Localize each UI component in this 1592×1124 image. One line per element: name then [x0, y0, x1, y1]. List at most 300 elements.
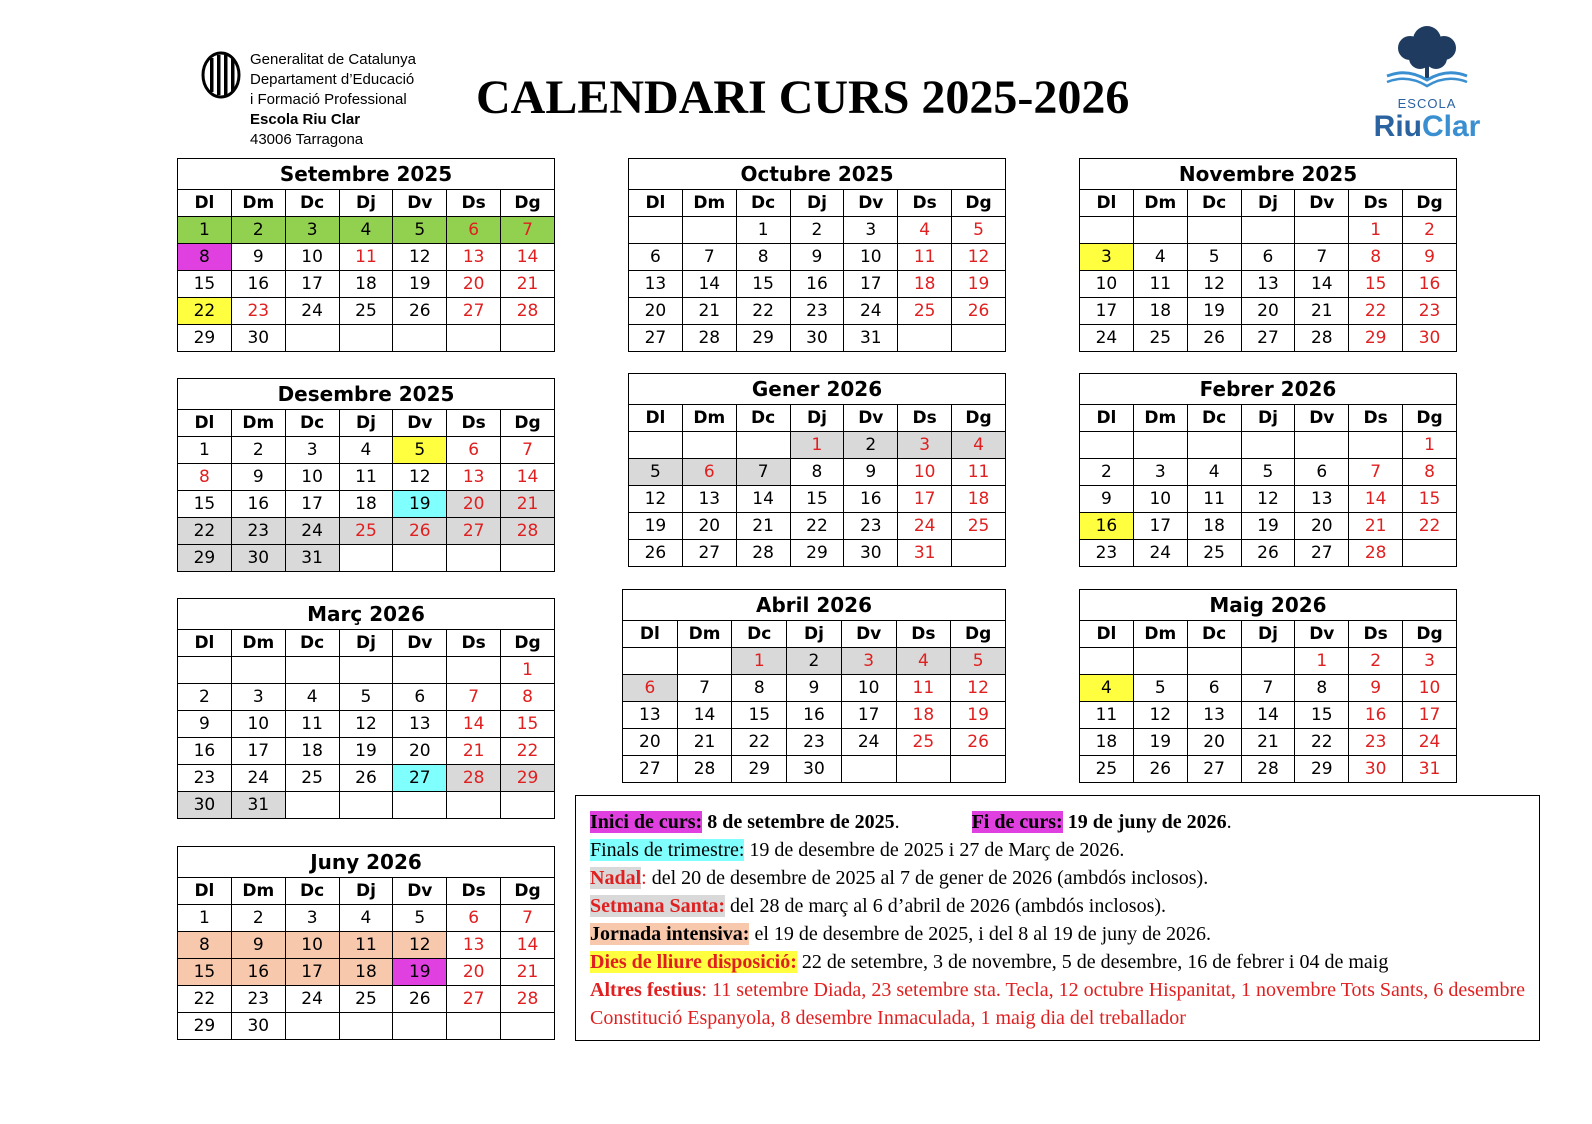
day-cell: 4 [1080, 675, 1134, 702]
weekday-header: Dg [501, 410, 555, 437]
weekday-header: Dv [1295, 621, 1349, 648]
day-cell: 2 [231, 905, 285, 932]
day-cell: 27 [447, 986, 501, 1013]
day-cell: 21 [1241, 729, 1295, 756]
day-cell: 28 [501, 986, 555, 1013]
weekday-header: Dm [231, 410, 285, 437]
day-cell: 16 [178, 738, 232, 765]
day-cell: 25 [339, 298, 393, 325]
day-cell: 8 [1403, 459, 1457, 486]
weekday-header: Ds [1349, 405, 1403, 432]
weekday-header: Dj [787, 621, 842, 648]
legend-finals-label: Finals de trimestre: [590, 839, 745, 861]
day-cell: 22 [1295, 729, 1349, 756]
empty-day-cell [682, 432, 736, 459]
weekday-header: Dv [393, 190, 447, 217]
day-cell: 12 [393, 464, 447, 491]
page-title: CALENDARI CURS 2025-2026 [476, 71, 1130, 124]
day-cell: 14 [1241, 702, 1295, 729]
day-cell: 29 [501, 765, 555, 792]
school-logo [1372, 24, 1482, 152]
day-cell: 14 [501, 464, 555, 491]
day-cell: 4 [285, 684, 339, 711]
day-cell: 24 [285, 986, 339, 1013]
month-calendar [177, 846, 555, 1040]
weekday-header: Dg [951, 621, 1006, 648]
weekday-header: Dg [501, 190, 555, 217]
day-cell: 24 [231, 765, 285, 792]
legend-jornada-value: el 19 de desembre de 2025, i del 8 al 19 de juny de 2026. [754, 923, 1212, 945]
month-calendar [628, 373, 1006, 567]
day-cell: 6 [1187, 675, 1241, 702]
empty-day-cell [629, 432, 683, 459]
empty-day-cell [501, 545, 555, 572]
day-cell: 6 [447, 437, 501, 464]
day-cell: 22 [178, 986, 232, 1013]
day-cell: 28 [1241, 756, 1295, 783]
weekday-header: Dc [732, 621, 787, 648]
day-cell: 21 [447, 738, 501, 765]
legend-altres-label: Altres festius [590, 979, 702, 1001]
day-cell: 19 [1133, 729, 1187, 756]
day-cell: 12 [339, 711, 393, 738]
month-calendar [177, 598, 555, 819]
day-cell: 28 [447, 765, 501, 792]
day-cell: 25 [1080, 756, 1134, 783]
empty-day-cell [677, 648, 732, 675]
empty-day-cell [952, 540, 1006, 567]
generalitat-seal-icon [200, 50, 242, 100]
day-cell: 7 [501, 217, 555, 244]
day-cell: 6 [682, 459, 736, 486]
day-cell: 25 [339, 518, 393, 545]
day-cell: 28 [736, 540, 790, 567]
day-cell: 15 [178, 959, 232, 986]
day-cell: 17 [285, 959, 339, 986]
day-cell: 23 [787, 729, 842, 756]
day-cell: 5 [393, 437, 447, 464]
month-title: Setembre 2025 [178, 159, 555, 190]
week-row [629, 432, 1006, 459]
day-cell: 21 [501, 959, 555, 986]
weekday-header: Dc [285, 190, 339, 217]
day-cell: 16 [231, 491, 285, 518]
empty-day-cell [285, 1013, 339, 1040]
day-cell: 2 [231, 217, 285, 244]
day-cell: 14 [677, 702, 732, 729]
day-cell: 14 [1295, 271, 1349, 298]
weekday-header: Dv [844, 405, 898, 432]
empty-day-cell [1241, 432, 1295, 459]
week-row [629, 540, 1006, 567]
day-cell: 14 [1349, 486, 1403, 513]
day-cell: 15 [732, 702, 787, 729]
day-cell: 21 [501, 271, 555, 298]
empty-day-cell [1295, 217, 1349, 244]
day-cell: 21 [677, 729, 732, 756]
day-cell: 9 [231, 932, 285, 959]
day-cell: 3 [841, 648, 896, 675]
day-cell: 19 [339, 738, 393, 765]
day-cell: 3 [285, 217, 339, 244]
day-cell: 10 [231, 711, 285, 738]
day-cell: 22 [1349, 298, 1403, 325]
school-address: 43006 Tarragona [250, 131, 364, 148]
empty-day-cell [339, 325, 393, 352]
day-cell: 18 [1133, 298, 1187, 325]
day-cell: 27 [1187, 756, 1241, 783]
empty-day-cell [178, 657, 232, 684]
week-row [178, 905, 555, 932]
day-cell: 6 [393, 684, 447, 711]
legend-fi-value: 19 de juny de 2026 [1067, 811, 1227, 833]
org-line-1: Generalitat de Catalunya [250, 51, 416, 68]
week-row [1080, 648, 1457, 675]
day-cell: 11 [952, 459, 1006, 486]
weekday-header: Ds [447, 630, 501, 657]
day-cell: 10 [841, 675, 896, 702]
day-cell: 5 [629, 459, 683, 486]
day-cell: 18 [898, 271, 952, 298]
day-cell: 10 [1080, 271, 1134, 298]
day-cell: 30 [231, 1013, 285, 1040]
week-row [1080, 513, 1457, 540]
day-cell: 11 [898, 244, 952, 271]
week-row [1080, 298, 1457, 325]
day-cell: 30 [1349, 756, 1403, 783]
day-cell: 29 [736, 325, 790, 352]
tree-book-icon [1372, 24, 1482, 96]
day-cell: 31 [844, 325, 898, 352]
empty-day-cell [501, 325, 555, 352]
day-cell: 5 [951, 648, 1006, 675]
day-cell: 26 [393, 518, 447, 545]
day-cell: 8 [178, 244, 232, 271]
org-line-3: i Formació Professional [250, 91, 407, 108]
day-cell: 8 [736, 244, 790, 271]
weekday-header: Dg [1403, 190, 1457, 217]
day-cell: 28 [501, 518, 555, 545]
weekday-header: Dl [623, 621, 678, 648]
empty-day-cell [682, 217, 736, 244]
day-cell: 22 [178, 298, 232, 325]
day-cell: 10 [844, 244, 898, 271]
week-row [178, 932, 555, 959]
day-cell: 7 [501, 437, 555, 464]
day-cell: 20 [1241, 298, 1295, 325]
week-row [178, 518, 555, 545]
day-cell: 7 [1349, 459, 1403, 486]
day-cell: 1 [1403, 432, 1457, 459]
week-row [1080, 675, 1457, 702]
week-row [1080, 271, 1457, 298]
weekday-header: Dj [790, 190, 844, 217]
empty-day-cell [447, 325, 501, 352]
legend-altres-value: 11 setembre Diada, 23 setembre sta. Tecla, 12 octubre Hispanitat, 1 novembre Tots Sants, 6 desembre Constitució Espanyola, 8 desembre Inmaculada, 1 maig dia del treballador [590, 979, 1526, 1029]
day-cell: 24 [844, 298, 898, 325]
empty-day-cell [393, 657, 447, 684]
month-calendar [622, 589, 1006, 783]
day-cell: 17 [285, 271, 339, 298]
day-cell: 22 [1403, 513, 1457, 540]
week-row [629, 244, 1006, 271]
day-cell: 28 [1349, 540, 1403, 567]
day-cell: 29 [178, 1013, 232, 1040]
day-cell: 1 [790, 432, 844, 459]
day-cell: 12 [393, 932, 447, 959]
day-cell: 4 [339, 905, 393, 932]
day-cell: 20 [447, 959, 501, 986]
day-cell: 7 [682, 244, 736, 271]
day-cell: 4 [1187, 459, 1241, 486]
day-cell: 3 [1403, 648, 1457, 675]
empty-day-cell [393, 1013, 447, 1040]
day-cell: 2 [844, 432, 898, 459]
month-calendar [177, 158, 555, 352]
week-row [1080, 702, 1457, 729]
empty-day-cell [1187, 648, 1241, 675]
empty-day-cell [285, 325, 339, 352]
weekday-header: Dc [285, 630, 339, 657]
day-cell: 2 [790, 217, 844, 244]
day-cell: 17 [285, 491, 339, 518]
day-cell: 16 [790, 271, 844, 298]
day-cell: 26 [339, 765, 393, 792]
day-cell: 2 [1349, 648, 1403, 675]
legend-finals [590, 836, 1525, 864]
day-cell: 30 [1403, 325, 1457, 352]
day-cell: 3 [285, 437, 339, 464]
empty-day-cell [501, 1013, 555, 1040]
day-cell: 12 [951, 675, 1006, 702]
legend-jornada-label: Jornada intensiva: [590, 923, 750, 945]
weekday-header: Dm [682, 190, 736, 217]
day-cell: 15 [178, 491, 232, 518]
legend-nadal-label: Nadal [590, 867, 642, 889]
day-cell: 17 [898, 486, 952, 513]
legend-nadal-value: del 20 de desembre de 2025 al 7 de gener de 2026 (ambdós inclosos). [651, 867, 1209, 889]
day-cell: 20 [623, 729, 678, 756]
day-cell: 19 [951, 702, 1006, 729]
empty-day-cell [1080, 432, 1134, 459]
weekday-header: Dv [393, 878, 447, 905]
day-cell: 10 [285, 464, 339, 491]
day-cell: 13 [682, 486, 736, 513]
weekday-header: Dj [339, 630, 393, 657]
week-row [623, 729, 1006, 756]
day-cell: 18 [1080, 729, 1134, 756]
weekday-header: Ds [1349, 621, 1403, 648]
week-row [178, 738, 555, 765]
legend-inici-value: 8 de setembre de 2025 [707, 811, 895, 833]
day-cell: 10 [1133, 486, 1187, 513]
day-cell: 12 [1241, 486, 1295, 513]
day-cell: 30 [844, 540, 898, 567]
day-cell: 28 [1295, 325, 1349, 352]
weekday-header: Dl [629, 405, 683, 432]
day-cell: 26 [629, 540, 683, 567]
day-cell: 10 [1403, 675, 1457, 702]
day-cell: 11 [339, 464, 393, 491]
day-cell: 5 [393, 905, 447, 932]
weekday-header: Dg [1403, 405, 1457, 432]
weekday-header: Dm [682, 405, 736, 432]
day-cell: 12 [1187, 271, 1241, 298]
logo-riu: Riu [1373, 110, 1422, 143]
weekday-header: Dl [629, 190, 683, 217]
weekday-header: Ds [1349, 190, 1403, 217]
day-cell: 5 [393, 217, 447, 244]
weekday-header: Dl [178, 878, 232, 905]
day-cell: 25 [1133, 325, 1187, 352]
legend-fi-label: Fi de curs: [971, 811, 1063, 833]
day-cell: 22 [790, 513, 844, 540]
day-cell: 13 [393, 711, 447, 738]
empty-day-cell [339, 545, 393, 572]
week-row [629, 325, 1006, 352]
month-title: Juny 2026 [178, 847, 555, 878]
day-cell: 16 [787, 702, 842, 729]
day-cell: 1 [178, 217, 232, 244]
day-cell: 31 [231, 792, 285, 819]
day-cell: 3 [231, 684, 285, 711]
week-row [178, 464, 555, 491]
day-cell: 15 [178, 271, 232, 298]
day-cell: 17 [1133, 513, 1187, 540]
day-cell: 10 [898, 459, 952, 486]
day-cell: 29 [732, 756, 787, 783]
empty-day-cell [1187, 432, 1241, 459]
day-cell: 29 [178, 325, 232, 352]
legend-inici-label: Inici de curs: [590, 811, 703, 833]
day-cell: 25 [1187, 540, 1241, 567]
day-cell: 15 [790, 486, 844, 513]
day-cell: 30 [790, 325, 844, 352]
week-row [178, 959, 555, 986]
day-cell: 13 [1187, 702, 1241, 729]
weekday-header: Dl [178, 190, 232, 217]
weekday-header: Dm [677, 621, 732, 648]
empty-day-cell [339, 657, 393, 684]
day-cell: 2 [1403, 217, 1457, 244]
weekday-header: Dm [231, 878, 285, 905]
legend-dies-value: 22 de setembre, 3 de novembre, 5 de desembre, 16 de febrer i 04 de maig [801, 951, 1389, 973]
day-cell: 13 [623, 702, 678, 729]
day-cell: 18 [339, 271, 393, 298]
day-cell: 6 [623, 675, 678, 702]
day-cell: 25 [952, 513, 1006, 540]
week-row [629, 459, 1006, 486]
day-cell: 19 [952, 271, 1006, 298]
week-row [178, 792, 555, 819]
day-cell: 27 [629, 325, 683, 352]
day-cell: 24 [1080, 325, 1134, 352]
empty-day-cell [951, 756, 1006, 783]
day-cell: 20 [1295, 513, 1349, 540]
empty-day-cell [339, 1013, 393, 1040]
day-cell: 7 [1241, 675, 1295, 702]
empty-day-cell [393, 325, 447, 352]
day-cell: 26 [1241, 540, 1295, 567]
day-cell: 9 [790, 244, 844, 271]
weekday-header: Dl [178, 410, 232, 437]
day-cell: 15 [1295, 702, 1349, 729]
month-calendar [1079, 373, 1457, 567]
day-cell: 20 [1187, 729, 1241, 756]
day-cell: 6 [447, 905, 501, 932]
day-cell: 14 [736, 486, 790, 513]
day-cell: 18 [952, 486, 1006, 513]
day-cell: 29 [1295, 756, 1349, 783]
weekday-header: Dg [952, 190, 1006, 217]
legend-inici-fi: Inici de curs: 8 de setembre de 2025. Fi de curs: 19 de juny de 2026. [590, 811, 1232, 833]
day-cell: 1 [732, 648, 787, 675]
day-cell: 30 [787, 756, 842, 783]
weekday-header: Dc [285, 878, 339, 905]
week-row [178, 491, 555, 518]
logo-escola-text: ESCOLA [1397, 96, 1457, 111]
weekday-header: Ds [898, 405, 952, 432]
day-cell: 17 [844, 271, 898, 298]
month-title: Març 2026 [178, 599, 555, 630]
empty-day-cell [841, 756, 896, 783]
week-row [178, 711, 555, 738]
day-cell: 28 [682, 325, 736, 352]
weekday-header: Dl [1080, 405, 1134, 432]
day-cell: 2 [178, 684, 232, 711]
day-cell: 1 [178, 437, 232, 464]
week-row [178, 1013, 555, 1040]
weekday-header: Dl [178, 630, 232, 657]
day-cell: 1 [501, 657, 555, 684]
week-row [1080, 432, 1457, 459]
day-cell: 9 [231, 244, 285, 271]
day-cell: 14 [682, 271, 736, 298]
day-cell: 6 [1295, 459, 1349, 486]
day-cell: 24 [1403, 729, 1457, 756]
day-cell: 22 [732, 729, 787, 756]
day-cell: 8 [790, 459, 844, 486]
day-cell: 11 [896, 675, 951, 702]
day-cell: 31 [285, 545, 339, 572]
month-title: Abril 2026 [623, 590, 1006, 621]
day-cell: 18 [339, 491, 393, 518]
week-row [178, 244, 555, 271]
day-cell: 23 [1080, 540, 1134, 567]
day-cell: 20 [629, 298, 683, 325]
weekday-header: Dc [1187, 621, 1241, 648]
day-cell: 24 [285, 518, 339, 545]
weekday-header: Dl [1080, 190, 1134, 217]
day-cell: 9 [1403, 244, 1457, 271]
day-cell: 16 [231, 959, 285, 986]
day-cell: 8 [178, 464, 232, 491]
day-cell: 19 [393, 959, 447, 986]
day-cell: 25 [898, 298, 952, 325]
legend-jornada [590, 920, 1525, 948]
week-row [178, 325, 555, 352]
day-cell: 15 [501, 711, 555, 738]
month-calendar [177, 378, 555, 572]
day-cell: 28 [677, 756, 732, 783]
day-cell: 27 [1295, 540, 1349, 567]
day-cell: 7 [736, 459, 790, 486]
weekday-header: Dm [1133, 621, 1187, 648]
empty-day-cell [1133, 432, 1187, 459]
week-row [629, 217, 1006, 244]
day-cell: 4 [898, 217, 952, 244]
empty-day-cell [285, 792, 339, 819]
